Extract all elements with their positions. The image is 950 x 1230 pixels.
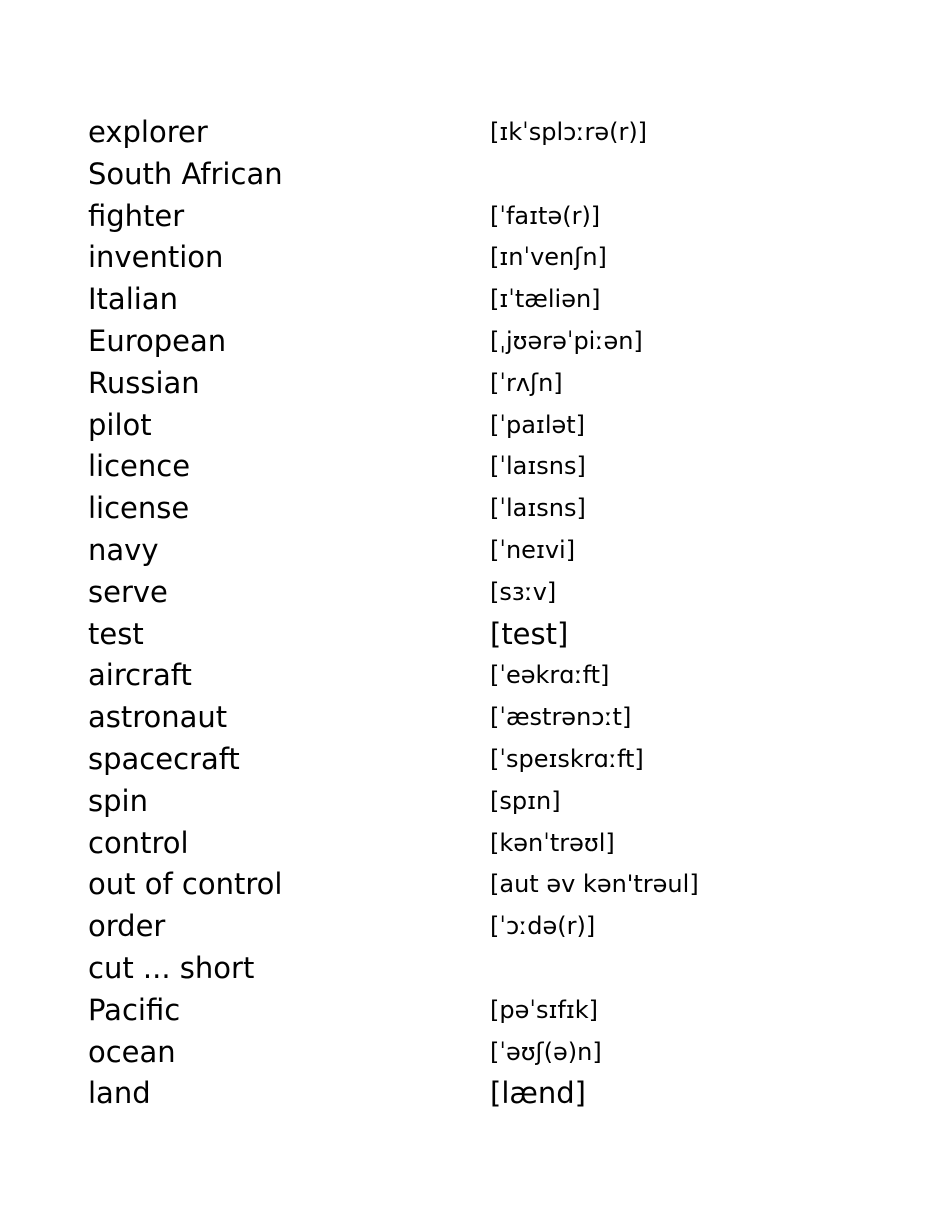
vocab-row-navy: [88, 530, 848, 572]
vocab-phonetic: [ˈpaɪlət]: [490, 410, 586, 439]
vocab-phonetic: [pəˈsɪfɪk]: [490, 995, 599, 1024]
vocab-row-explorer: [88, 112, 848, 154]
vocab-word: pilot: [88, 407, 152, 442]
vocab-row-land: [88, 1073, 848, 1115]
vocab-word: Pacific: [88, 992, 181, 1027]
vocab-row-license: [88, 488, 848, 530]
vocab-word: license: [88, 491, 190, 526]
vocab-phonetic: [ˈfaɪtə(r)]: [490, 201, 601, 230]
vocab-word: Russian: [88, 365, 200, 400]
vocab-word: South African: [88, 156, 283, 191]
vocab-word: spin: [88, 783, 148, 818]
vocab-word: European: [88, 323, 227, 358]
vocab-phonetic: [ˈlaɪsns]: [490, 452, 586, 481]
vocab-phonetic: [kənˈtrəʊl]: [490, 828, 615, 857]
vocab-word: licence: [88, 449, 191, 484]
vocab-phonetic: [spɪn]: [490, 786, 561, 815]
vocab-phonetic: [ˈeəkrɑːft]: [490, 661, 610, 690]
vocab-row-licence: [88, 446, 848, 488]
vocab-row-pacific: [88, 990, 848, 1032]
vocab-word: land: [88, 1076, 151, 1111]
vocab-row-invention: [88, 237, 848, 279]
vocab-phonetic: [ˈlaɪsns]: [490, 494, 586, 523]
vocab-row-aircraft: [88, 655, 848, 697]
vocab-phonetic: [test]: [490, 616, 569, 651]
vocab-row-pilot: [88, 405, 848, 447]
vocab-word: aircraft: [88, 658, 192, 693]
vocab-word: fighter: [88, 198, 185, 233]
vocab-phonetic: [ˌjʊərəˈpiːən]: [490, 326, 643, 355]
vocab-row-test: [88, 614, 848, 656]
vocab-phonetic: [ɪnˈvenʃn]: [490, 243, 607, 272]
vocab-word: Italian: [88, 282, 178, 317]
vocab-phonetic: [lænd]: [490, 1076, 586, 1111]
vocab-word: astronaut: [88, 700, 228, 735]
vocab-phonetic: [ˈrʌʃn]: [490, 368, 563, 397]
vocab-word: ocean: [88, 1034, 176, 1069]
vocab-row-cut-short: [88, 948, 848, 990]
vocab-row-fighter: [88, 196, 848, 238]
vocab-row-russian: [88, 363, 848, 405]
vocab-row-ocean: [88, 1032, 848, 1074]
vocab-phonetic: [ˈəʊʃ(ə)n]: [490, 1037, 602, 1066]
vocab-phonetic: [ɪkˈsplɔːrə(r)]: [490, 118, 648, 146]
vocab-phonetic: [aut əv kən'trəul]: [490, 870, 699, 899]
vocab-row-control: [88, 823, 848, 865]
vocab-row-astronaut: [88, 697, 848, 739]
vocab-row-spacecraft: [88, 739, 848, 781]
vocab-row-spin: [88, 781, 848, 823]
vocab-phonetic: [ˈæstrənɔːt]: [490, 703, 632, 732]
vocab-phonetic: [ˈneɪvi]: [490, 535, 576, 564]
vocab-row-south-african: [88, 154, 848, 196]
vocab-word: navy: [88, 532, 159, 567]
vocab-row-order: [88, 906, 848, 948]
vocab-word: test: [88, 616, 144, 651]
vocab-phonetic: [ɪˈtæliən]: [490, 285, 601, 314]
vocab-phonetic: [ˈɔːdə(r)]: [490, 912, 596, 941]
vocab-row-out-of-control: [88, 864, 848, 906]
vocab-row-european: [88, 321, 848, 363]
vocab-word: cut ... short: [88, 950, 255, 985]
vocab-word: serve: [88, 574, 168, 609]
vocab-word: out of control: [88, 867, 283, 902]
vocab-row-serve: [88, 572, 848, 614]
vocab-word: invention: [88, 240, 224, 275]
vocab-phonetic: [ˈspeɪskrɑːft]: [490, 744, 644, 773]
vocab-word: order: [88, 909, 166, 944]
vocabulary-list: [88, 112, 848, 1115]
vocab-phonetic: [sɜːv]: [490, 577, 557, 606]
vocab-word: spacecraft: [88, 741, 240, 776]
vocab-word: explorer: [88, 115, 208, 149]
vocab-row-italian: [88, 279, 848, 321]
vocab-word: control: [88, 825, 189, 860]
